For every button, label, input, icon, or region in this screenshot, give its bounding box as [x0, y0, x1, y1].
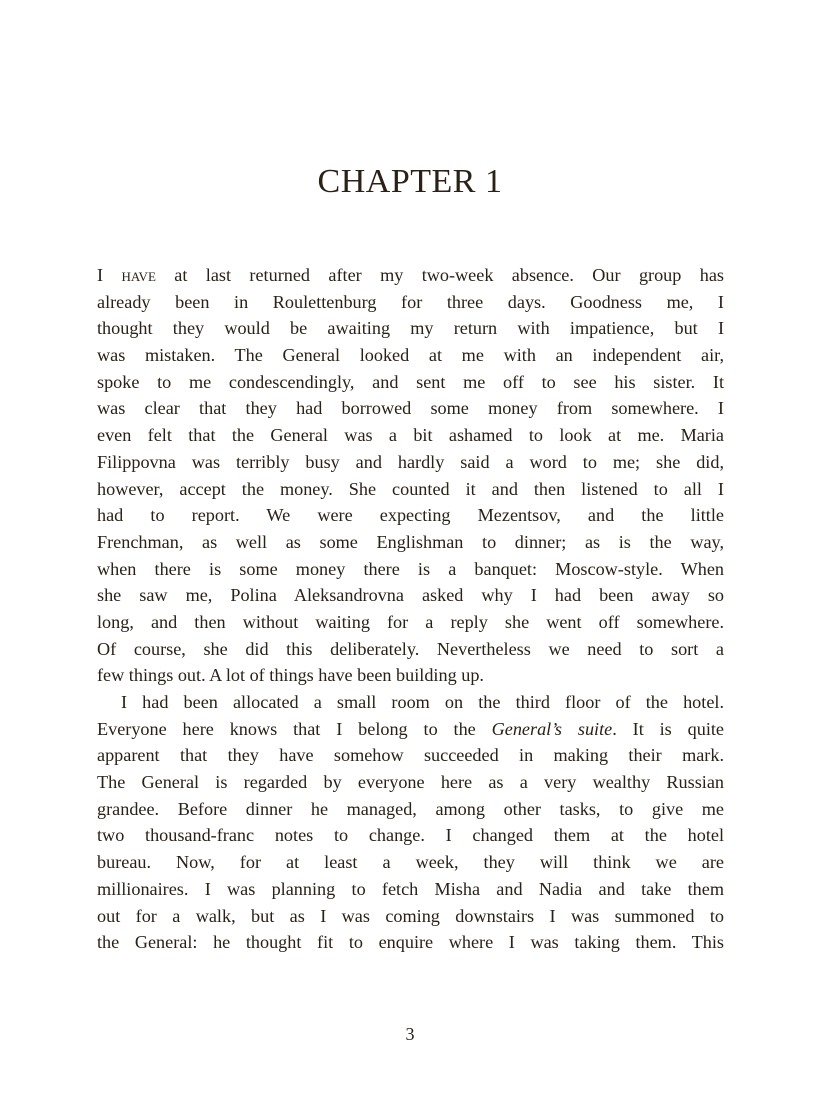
text-line: Frenchman, as well as some Englishman to dinner; as is the way,	[97, 531, 724, 552]
text-line: out for a walk, but as I was coming downstairs I was summoned to	[97, 905, 724, 926]
line-text: at last returned after my two-week absence. Our group has	[155, 265, 724, 285]
text-line: millionaires. I was planning to fetch Misha and Nadia and take them	[97, 878, 724, 899]
text-line: grandee. Before dinner he managed, among other tasks, to give me	[97, 798, 724, 819]
text-line: The General is regarded by everyone here as a very wealthy Russian	[97, 772, 724, 793]
opening-word: I	[97, 265, 104, 285]
line-text: Everyone here knows that I belong to the	[97, 718, 492, 739]
text-line: two thousand-franc notes to change. I changed them at the hotel	[97, 825, 724, 846]
opening-small-caps: have	[121, 265, 156, 285]
text-line: long, and then without waiting for a reply she went off somewhere.	[97, 611, 724, 632]
text-line: spoke to me condescendingly, and sent me off to see his sister. It	[97, 371, 724, 392]
line-text: . It is quite	[612, 718, 724, 739]
text-line: bureau. Now, for at least a week, they will think we are	[97, 852, 724, 873]
text-line: Filippovna was terribly busy and hardly said a word to me; she did,	[97, 451, 724, 472]
text-line: was clear that they had borrowed some money from somewhere. I	[97, 398, 724, 419]
text-line: apparent that they have somehow succeeded in making their mark.	[97, 745, 724, 766]
chapter-title: CHAPTER 1	[317, 163, 503, 200]
text-line: even felt that the General was a bit ashamed to look at me. Maria	[97, 425, 724, 446]
text-line: Of course, she did this deliberately. Nevertheless we need to sort a	[97, 638, 724, 659]
text-line: thought they would be awaiting my return with impatience, but I	[97, 318, 724, 339]
text-line	[97, 716, 724, 743]
text-line: when there is some money there is a banquet: Moscow-style. When	[97, 558, 724, 579]
text-line: the General: he thought fit to enquire where I was taking them. This	[97, 932, 724, 953]
text-line: she saw me, Polina Aleksandrovna asked why I had been away so	[97, 585, 724, 606]
paragraph-first-line: I had been allocated a small room on the third floor of the hotel.	[121, 692, 724, 712]
page-number: 3	[405, 1024, 415, 1044]
text-line: however, accept the money. She counted it and then listened to all I	[97, 478, 724, 499]
italic-phrase: General’s suite	[491, 718, 613, 739]
chapter-body	[97, 262, 724, 956]
text-line: had to report. We were expecting Mezentsov, and the little	[97, 505, 724, 526]
text-line: was mistaken. The General looked at me with an independent air,	[97, 345, 724, 366]
text-line	[97, 262, 724, 289]
text-line: already been in Roulettenburg for three days. Goodness me, I	[97, 291, 724, 312]
text-line: few things out. A lot of things have been building up.	[97, 665, 484, 686]
